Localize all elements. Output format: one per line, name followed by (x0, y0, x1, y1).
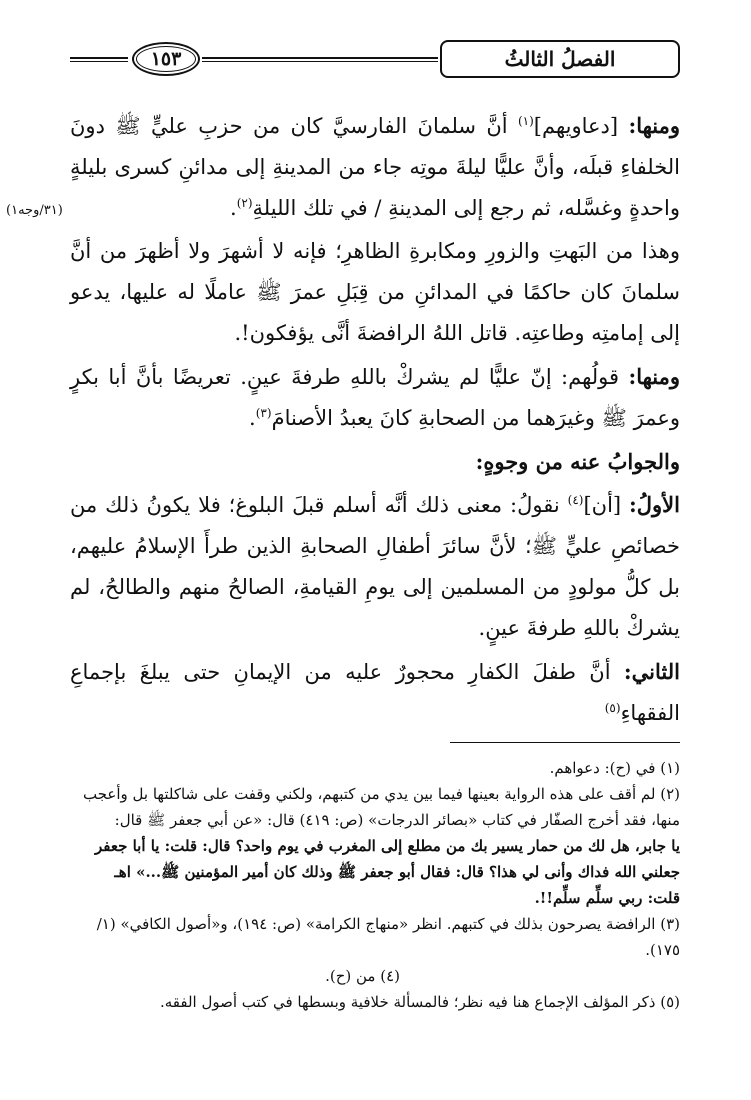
header-rule-middle (202, 57, 438, 62)
main-text (70, 105, 680, 736)
footnote-1: (١) في (ح): دعواهم. (549, 759, 680, 777)
footnote-ref-2: (٢) (236, 196, 253, 210)
text-segment: [أن] (583, 493, 630, 517)
footnotes (70, 755, 680, 1015)
lead-word: ومنها: (628, 113, 681, 138)
footnote-ref-5: (٥) (604, 701, 621, 715)
footnote-4: (٤) من (ح). (325, 967, 400, 985)
answer-heading: والجوابُ عنه من وجوهٍ: (475, 449, 680, 474)
footnote-2-comment: قلت: ربي سلِّم سلِّم!!. (534, 889, 680, 907)
footnote-ref-4: (٤) (567, 493, 584, 507)
paragraph-claim-salman: ومنها: [دعاويهم]$^{(١)}$ أنَّ سلمانَ الفارسيَّ كان من حزبِ عليٍّ ﷺ دونَ الخلفاءِ قبلَه، وأنَّ عليًّا ليلةَ موتِه جاء من المدينةِ إلى مدائنِ كسرى بليلةٍ واحدةٍ وغسَّله، ثم رجع إلى المدينةِ / في تلك الليلةِ$^{(٢)}$. (70, 113, 681, 220)
page-header (70, 40, 680, 90)
paragraph-second-answer (70, 651, 680, 734)
text-segment: أنَّ طفلَ الكفارِ محجورٌ عليه من الإيمانِ حتى يبلغَ بإجماعِ الفقهاءِ (70, 660, 680, 725)
paragraph-claim-ali: ومنها: قولُهم: إنّ عليًّا لم يشركْ باللهِ طرفةَ عينٍ. تعريضًا بأنَّ أبا بكرٍ وعمرَ ﷺ وغيرَهما من الصحابةِ كانَ يعبدُ الأصنامَ$^{(٣)}$. (70, 364, 680, 430)
lead-word: الأولُ: (629, 492, 680, 517)
lead-word: ومنها: (628, 364, 680, 389)
page-number: ١٥٣ (132, 42, 200, 76)
footnote-ref-1: (١) (517, 114, 534, 128)
footnote-2: (٢) لم أقف على هذه الرواية بعينها فيما بين يدي من كتبهم، ولكني وقفت على شاكلتها بل وأعجب منها، فقد أخرج الصفّار في كتاب «بصائر الدرجات» (ص: ٤١٩) قال: «عن أبي جعفر ﷺ قال: (83, 785, 680, 829)
paragraph-rebuttal: وهذا من البَهتِ والزورِ ومكابرةِ الظاهرِ؛ فإنه لا أشهرَ ولا أظهرَ من أنَّ سلمانَ كان حاكمًا في المدائنِ من قِبَلِ عمرَ ﷺ عاملًا له عليها، يدعو إلى إمامتِه وطاعتِه. قاتل اللهُ الرافضةَ أنَّى يؤفكون!. (70, 239, 680, 345)
footnote-separator (450, 742, 680, 743)
text-segment: قولُهم: إنّ عليًّا لم يشركْ باللهِ طرفةَ عينٍ. تعريضًا بأنَّ أبا بكرٍ وعمرَ ﷺ وغيرَهما من الصحابةِ كانَ يعبدُ الأصنامَ (70, 365, 680, 430)
text-segment: [دعاويهم] (533, 114, 629, 138)
paragraph-first-answer (70, 484, 680, 649)
lead-word: الثاني: (623, 659, 680, 684)
footnote-5: (٥) ذكر المؤلف الإجماع هنا فيه نظر؛ فالمسألة خلافية وبسطها في كتب أصول الفقه. (159, 993, 680, 1011)
text-segment: أنَّ سلمانَ الفارسيَّ كان من حزبِ عليٍّ ﷺ دونَ الخلفاءِ قبلَه، وأنَّ عليًّا ليلةَ موتِه جاء من المدينةِ إلى مدائنِ كسرى بليلةٍ واحدةٍ وغسَّله، ثم رجع إلى المدينةِ / في تلك الليلةِ (70, 114, 680, 220)
chapter-title: الفصلُ الثالثُ (440, 40, 680, 78)
footnote-2-quote: يا جابر، هل لك من حمار يسير بك من مطلع إلى المغرب في يوم واحد؟ قال: قلت: يا أبا جعفر جعلني الله فداك وأنى لي هذا؟ قال: فقال أبو جعفر ﷺ وذلك كان أمير المؤمنين ﷺ...» اهـ (94, 837, 680, 881)
footnote-ref-3: (٣) (255, 406, 272, 420)
margin-folio-note: (٣١/وجه١) (6, 203, 63, 218)
footnote-3: (٣) الرافضة يصرحون بذلك في كتبهم. انظر «منهاج الكرامة» (ص: ١٩٤)، و«أصول الكافي» (١/ ١٧٥). (96, 915, 680, 959)
header-rule-left (70, 57, 128, 62)
text-segment: نقولُ: معنى ذلك أنَّه أسلم قبلَ البلوغ؛ فلا يكونُ ذلك من خصائصِ عليٍّ ﷺ؛ لأنَّ سائرَ أطفالِ الصحابةِ الذين طرأَ الإسلامُ عليهم، بل كلُّ مولودٍ من المسلمين إلى يومِ القيامةِ، الصالحُ منهم والطالحُ، لم يشركْ باللهِ طرفةَ عينٍ. (70, 493, 680, 640)
